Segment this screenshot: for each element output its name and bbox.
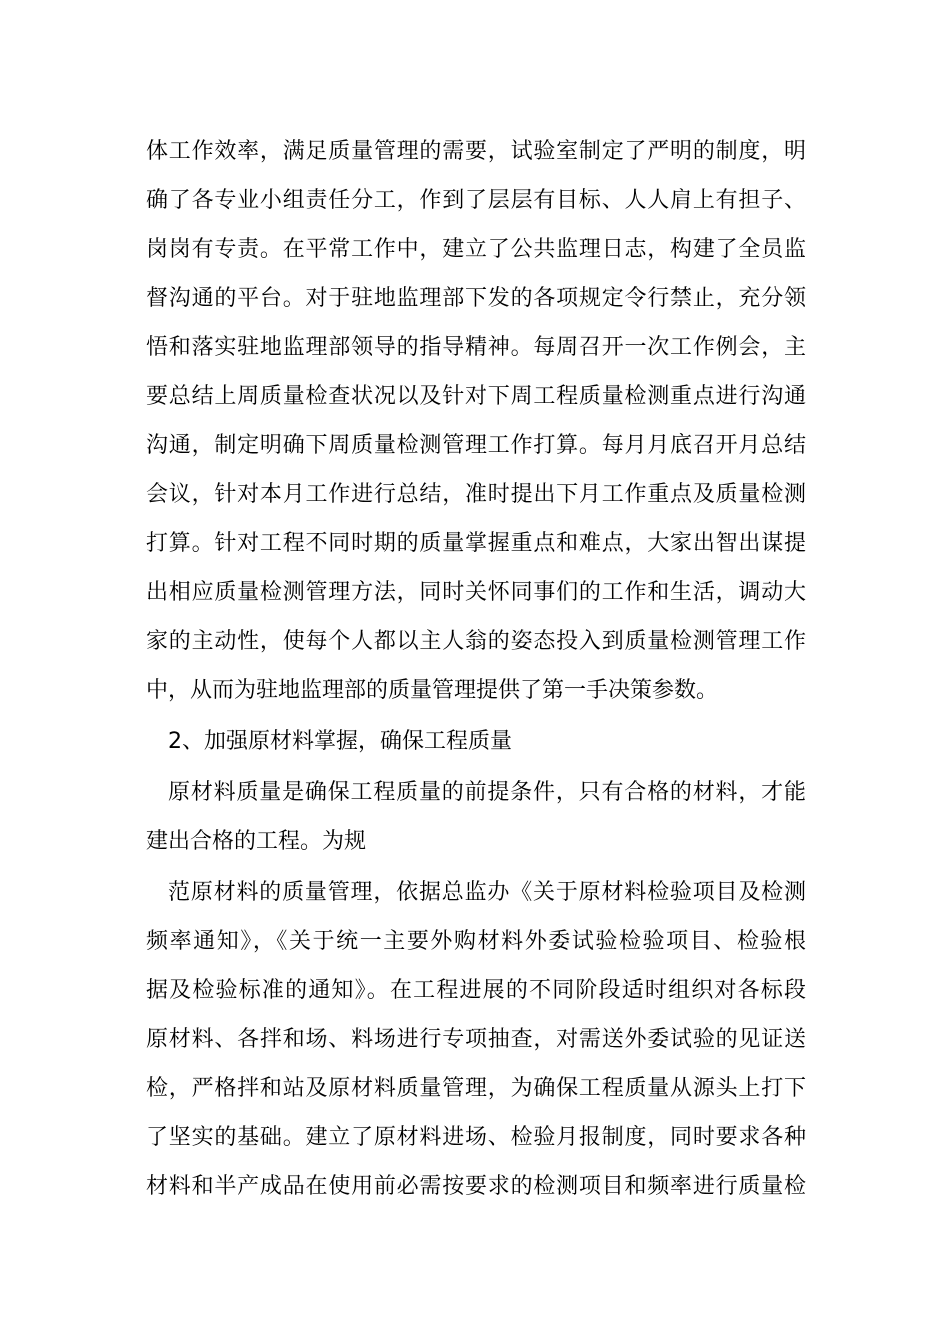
text-line: 会议，针对本月工作进行总结，准时提出下月工作重点及质量检测 — [146, 482, 806, 507]
text-line: 频率通知》，《关于统一主要外购材料外委试验检验项目、检验根 — [146, 929, 806, 954]
text-line: 据及检验标准的通知》。在工程进展的不同阶段适时组织对各标段 — [146, 978, 806, 1003]
text-line: 出相应质量检测管理方法，同时关怀同事们的工作和生活，调动大 — [146, 580, 806, 605]
text-line: 要总结上周质量检查状况以及针对下周工程质量检测重点进行沟通 — [146, 384, 806, 409]
text-line: 建出合格的工程。为规 — [146, 829, 367, 854]
text-line: 家的主动性，使每个人都以主人翁的姿态投入到质量检测管理工作 — [146, 629, 806, 654]
text-line: 体工作效率，满足质量管理的需要，试验室制定了严明的制度，明 — [146, 139, 806, 164]
text-line: 沟通，制定明确下周质量检测管理工作打算。每月月底召开月总结 — [146, 433, 806, 458]
text-line: 原材料、各拌和场、料场进行专项抽查，对需送外委试验的见证送 — [146, 1027, 806, 1052]
text-line: 了坚实的基础。建立了原材料进场、检验月报制度，同时要求各种 — [146, 1125, 806, 1150]
text-line: 中，从而为驻地监理部的质量管理提供了第一手决策参数。 — [146, 678, 719, 703]
text-line: 督沟通的平台。对于驻地监理部下发的各项规定令行禁止，充分领 — [146, 286, 806, 311]
text-line: 原材料质量是确保工程质量的前提条件，只有合格的材料，才能 — [168, 780, 806, 805]
text-line: 悟和落实驻地监理部领导的指导精神。每周召开一次工作例会，主 — [146, 335, 806, 360]
text-line: 范原材料的质量管理，依据总监办《关于原材料检验项目及检测 — [168, 880, 806, 905]
section-heading: 2、加强原材料掌握，确保工程质量 — [168, 729, 512, 754]
text-line: 确了各专业小组责任分工，作到了层层有目标、人人肩上有担子、 — [146, 188, 806, 213]
text-line: 岗岗有专责。在平常工作中，建立了公共监理日志，构建了全员监 — [146, 237, 806, 262]
text-line: 材料和半产成品在使用前必需按要求的检测项目和频率进行质量检 — [146, 1174, 806, 1199]
text-line: 检，严格拌和站及原材料质量管理，为确保工程质量从源头上打下 — [146, 1076, 806, 1101]
text-line: 打算。针对工程不同时期的质量掌握重点和难点，大家出智出谋提 — [146, 531, 806, 556]
